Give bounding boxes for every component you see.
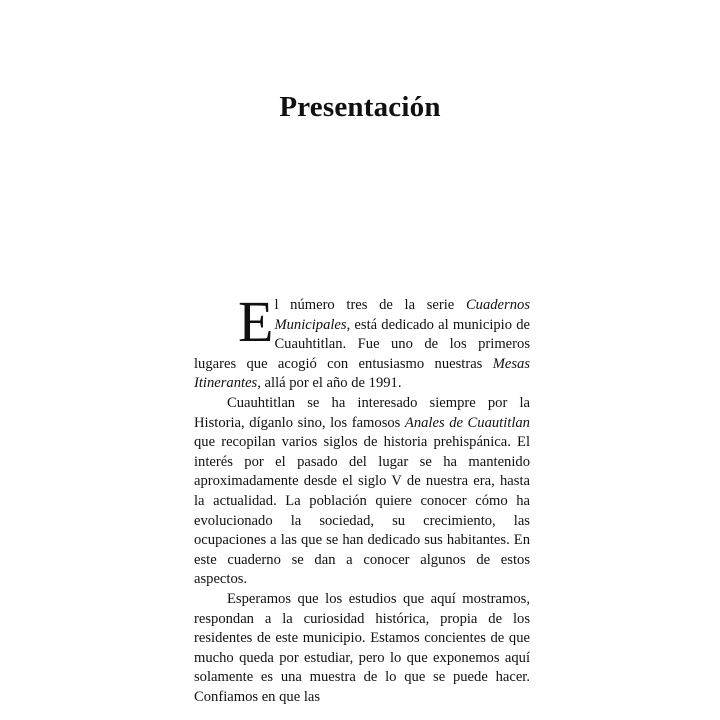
paragraph-2-text-1: Cuauhtitlan se ha interesado siempre por la Historia, díganlo sino, los famosos: [194, 394, 530, 431]
paragraph-3-text-1: Esperamos que los estudios que aquí mostramos, respondan a la curiosidad histórica, propia de los residentes de este municipio. Estamos concientes de que mucho queda por estudiar, pero lo que exponemos aquí solamente es una muestra de lo que se puede hacer. Confiamos en que las: [194, 590, 530, 705]
paragraph-1-text-2: , está dedicado al municipio de Cuauhtitlan. Fue uno de los primeros lugares que acogió con entusiasmo nuestras: [194, 316, 530, 372]
paragraph-2-text-2: que recopilan varios siglos de historia prehispánica. El interés por el pasado del lugar se ha mantenido aproximadamente desde el siglo V de nuestra era, hasta la actualidad. La población quiere conocer cómo ha evolucionado la sociedad, su crecimiento, las ocupaciones a las que se han dedicado sus habitantes. En este cuaderno se dan a conocer algunos de estos aspectos.: [194, 434, 530, 588]
anales-title: Anales de Cuautitlan: [404, 414, 530, 431]
drop-cap: E: [238, 289, 274, 354]
page-title: Presentación: [279, 91, 441, 124]
paragraph-2: [194, 394, 530, 590]
paragraph-3: [194, 590, 530, 708]
program-name: Mesas Itinerantes: [194, 355, 530, 392]
series-name: Cuadernos Municipales: [274, 297, 530, 333]
body-text: [194, 289, 530, 707]
paragraph-1: [194, 289, 530, 394]
paragraph-1-text-1: l número tres de la serie: [274, 297, 466, 313]
paragraph-1-text-3: , allá por el año de 1991.: [257, 375, 402, 392]
